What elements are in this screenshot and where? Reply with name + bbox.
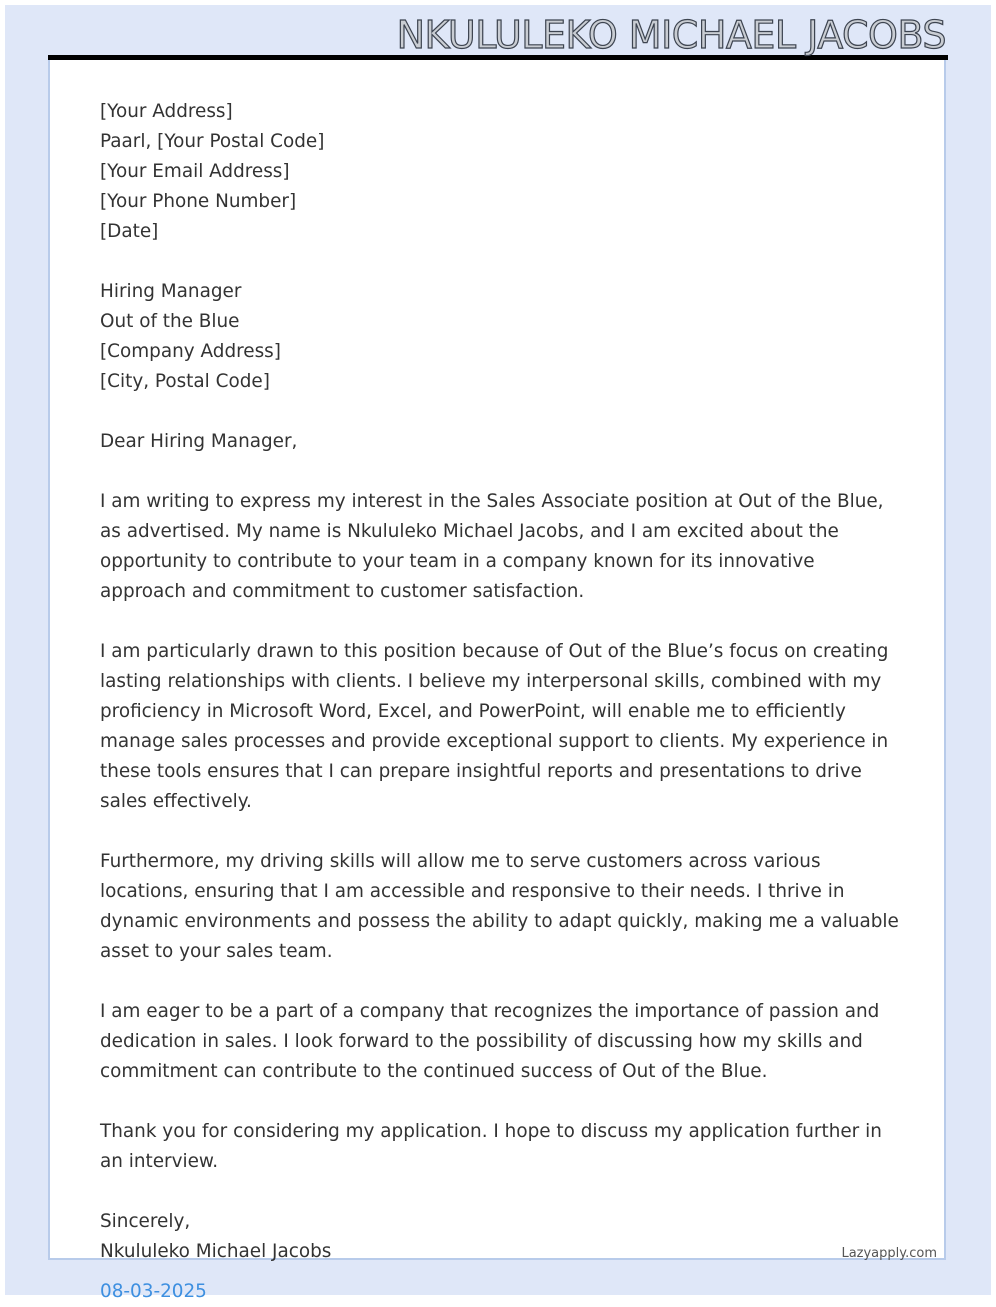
sender-phone: [Your Phone Number]: [100, 191, 297, 212]
sender-block: [100, 97, 900, 247]
spacer: [100, 457, 900, 487]
spacer: [100, 967, 900, 997]
recipient-address: [Company Address]: [100, 341, 281, 362]
sender-date: [Date]: [100, 221, 159, 242]
spacer: [100, 1087, 900, 1117]
sender-address: [Your Address]: [100, 101, 233, 122]
watermark-link: Lazyapply.com: [841, 1246, 937, 1261]
signature-date: 08-03-2025: [100, 1281, 207, 1302]
salutation: Dear Hiring Manager,: [100, 431, 298, 452]
spacer: [100, 247, 900, 277]
cover-letter-body: [100, 97, 900, 1267]
applicant-name-header: NKULULEKO MICHAEL JACOBS: [396, 13, 946, 57]
spacer: [100, 817, 900, 847]
body-paragraph: Furthermore, my driving skills will allow me to serve customers across various locations, ensuring that I am accessible and responsive to their needs. I thrive in dynamic environments and possess the ability to adapt quickly, making me a valuable asset to your sales team.: [100, 851, 899, 962]
body-paragraph: I am eager to be a part of a company that recognizes the importance of passion and dedication in sales. I look forward to the possibility of discussing how my skills and commitment can contribute to the continued success of Out of the Blue.: [100, 1001, 880, 1082]
spacer: [100, 607, 900, 637]
valediction: Sincerely,: [100, 1211, 191, 1232]
signature-name: Nkululeko Michael Jacobs: [100, 1241, 332, 1262]
recipient-block: [100, 277, 900, 397]
recipient-company: Out of the Blue: [100, 311, 240, 332]
body-paragraph: I am writing to express my interest in the Sales Associate position at Out of the Blue, as advertised. My name is Nkululeko Michael Jacobs, and I am excited about the opportunity to contribute to your team in a company known for its innovative approach and commitment to customer satisfaction.: [100, 491, 884, 602]
spacer: [100, 1177, 900, 1207]
body-paragraph: I am particularly drawn to this position because of Out of the Blue’s focus on creating lasting relationships with clients. I believe my interpersonal skills, combined with my proficiency in Microsoft Word, Excel, and PowerPoint, will enable me to efficiently manage sales processes and provide exceptional support to clients. My experience in these tools ensures that I can prepare insightful reports and presentations to drive sales effectively.: [100, 641, 889, 812]
sender-email: [Your Email Address]: [100, 161, 290, 182]
sender-city-postal: Paarl, [Your Postal Code]: [100, 131, 325, 152]
body-paragraph: Thank you for considering my application. I hope to discuss my application further in an interview.: [100, 1121, 882, 1172]
spacer: [100, 397, 900, 427]
recipient-city-postal: [City, Postal Code]: [100, 371, 270, 392]
recipient-title: Hiring Manager: [100, 281, 242, 302]
